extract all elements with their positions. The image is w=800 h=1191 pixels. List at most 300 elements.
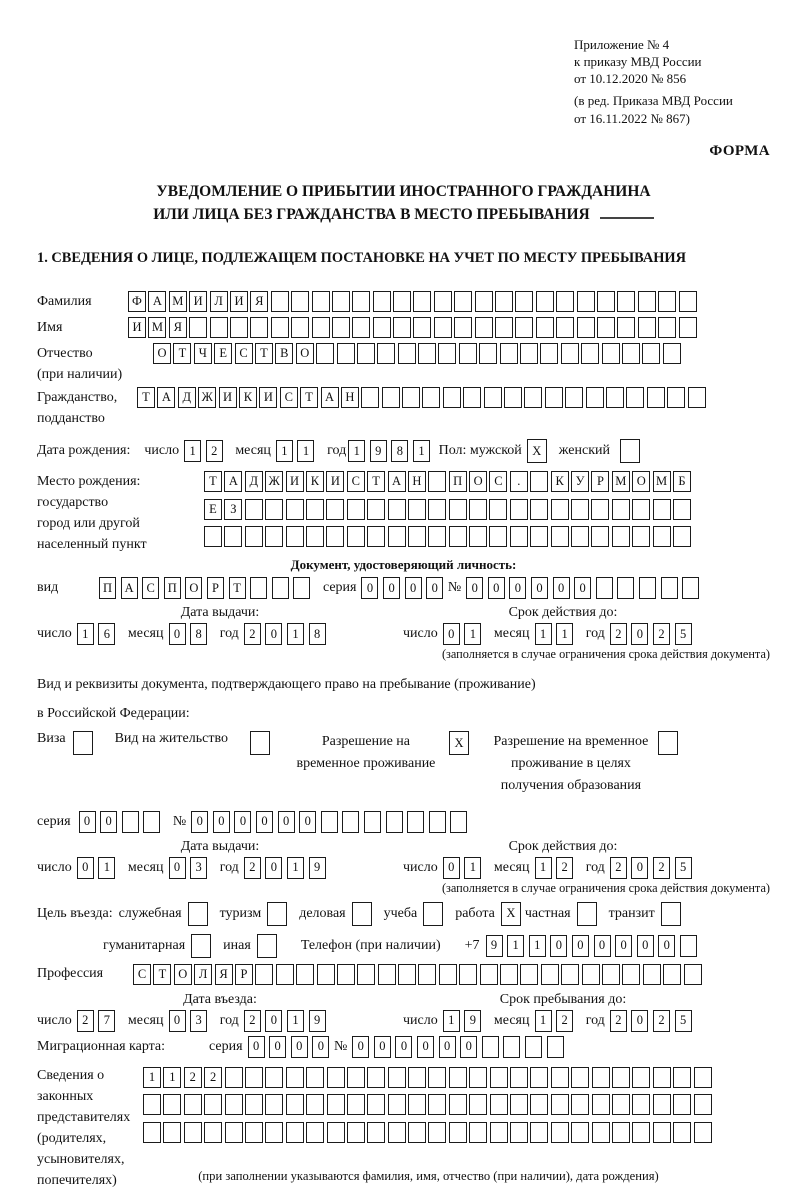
char-cell[interactable] xyxy=(561,964,579,985)
char-cell[interactable] xyxy=(617,291,635,312)
char-cell[interactable]: 0 xyxy=(79,811,96,833)
char-cell[interactable]: 0 xyxy=(631,857,648,879)
char-cell[interactable] xyxy=(469,1067,487,1088)
char-cell[interactable]: 0 xyxy=(234,811,251,833)
char-cell[interactable] xyxy=(459,964,477,985)
char-cell[interactable] xyxy=(571,499,589,520)
migration-series-input[interactable] xyxy=(248,1036,334,1058)
char-cell[interactable]: С xyxy=(235,343,253,364)
char-cell[interactable] xyxy=(622,964,640,985)
char-cell[interactable] xyxy=(230,317,248,338)
char-cell[interactable] xyxy=(597,291,615,312)
char-cell[interactable]: Я xyxy=(169,317,187,338)
char-cell[interactable]: 5 xyxy=(675,857,692,879)
char-cell[interactable] xyxy=(449,526,467,547)
char-cell[interactable]: 2 xyxy=(184,1067,202,1088)
doc-valid-day[interactable] xyxy=(443,623,486,645)
visa-checkbox[interactable] xyxy=(73,731,93,755)
char-cell[interactable] xyxy=(653,499,671,520)
profession-input[interactable] xyxy=(133,964,704,985)
char-cell[interactable]: 0 xyxy=(278,811,295,833)
char-cell[interactable] xyxy=(551,1122,569,1143)
char-cell[interactable] xyxy=(332,291,350,312)
char-cell[interactable] xyxy=(682,577,699,599)
entry-day[interactable] xyxy=(77,1010,120,1032)
char-cell[interactable] xyxy=(658,317,676,338)
char-cell[interactable] xyxy=(482,1036,499,1058)
char-cell[interactable] xyxy=(408,1122,426,1143)
char-cell[interactable]: 0 xyxy=(631,1010,648,1032)
char-cell[interactable] xyxy=(271,291,289,312)
doc-type-input[interactable] xyxy=(99,577,315,599)
char-cell[interactable]: 1 xyxy=(184,440,201,462)
entry-year[interactable] xyxy=(244,1010,330,1032)
char-cell[interactable] xyxy=(632,526,650,547)
char-cell[interactable] xyxy=(418,964,436,985)
char-cell[interactable] xyxy=(352,317,370,338)
char-cell[interactable]: 0 xyxy=(443,857,460,879)
char-cell[interactable]: 1 xyxy=(443,1010,460,1032)
char-cell[interactable]: 7 xyxy=(98,1010,115,1032)
char-cell[interactable] xyxy=(551,526,569,547)
char-cell[interactable]: 0 xyxy=(574,577,591,599)
char-cell[interactable]: 1 xyxy=(507,935,524,957)
char-cell[interactable] xyxy=(495,317,513,338)
char-cell[interactable] xyxy=(653,1094,671,1115)
char-cell[interactable] xyxy=(639,577,656,599)
char-cell[interactable] xyxy=(525,1036,542,1058)
char-cell[interactable] xyxy=(515,291,533,312)
char-cell[interactable]: 1 xyxy=(535,623,552,645)
char-cell[interactable]: 3 xyxy=(190,857,207,879)
purpose-private-checkbox[interactable] xyxy=(577,902,597,926)
permit-issue-month[interactable] xyxy=(169,857,212,879)
char-cell[interactable]: 0 xyxy=(352,1036,369,1058)
char-cell[interactable]: 0 xyxy=(531,577,548,599)
char-cell[interactable] xyxy=(469,499,487,520)
char-cell[interactable] xyxy=(551,1094,569,1115)
entry-month[interactable] xyxy=(169,1010,212,1032)
char-cell[interactable] xyxy=(373,317,391,338)
char-cell[interactable] xyxy=(454,317,472,338)
char-cell[interactable]: 0 xyxy=(405,577,422,599)
char-cell[interactable] xyxy=(191,934,211,958)
char-cell[interactable] xyxy=(510,526,528,547)
char-cell[interactable] xyxy=(306,499,324,520)
char-cell[interactable] xyxy=(428,526,446,547)
char-cell[interactable] xyxy=(612,1094,630,1115)
char-cell[interactable] xyxy=(643,964,661,985)
purpose-humanitarian-checkbox[interactable] xyxy=(191,934,211,958)
char-cell[interactable] xyxy=(225,1122,243,1143)
char-cell[interactable]: С xyxy=(347,471,365,492)
char-cell[interactable] xyxy=(257,934,277,958)
char-cell[interactable] xyxy=(423,902,443,926)
char-cell[interactable]: 0 xyxy=(265,857,282,879)
char-cell[interactable] xyxy=(337,964,355,985)
education-residence-checkbox[interactable] xyxy=(658,731,678,755)
char-cell[interactable]: К xyxy=(551,471,569,492)
char-cell[interactable] xyxy=(361,387,379,408)
char-cell[interactable]: А xyxy=(148,291,166,312)
char-cell[interactable]: Н xyxy=(408,471,426,492)
char-cell[interactable] xyxy=(342,811,359,833)
char-cell[interactable] xyxy=(386,811,403,833)
char-cell[interactable] xyxy=(367,1122,385,1143)
char-cell[interactable] xyxy=(632,1067,650,1088)
char-cell[interactable] xyxy=(620,439,640,463)
char-cell[interactable] xyxy=(450,811,467,833)
char-cell[interactable] xyxy=(143,1122,161,1143)
char-cell[interactable]: И xyxy=(230,291,248,312)
char-cell[interactable] xyxy=(638,291,656,312)
char-cell[interactable] xyxy=(612,526,630,547)
char-cell[interactable] xyxy=(250,317,268,338)
char-cell[interactable] xyxy=(312,317,330,338)
char-cell[interactable]: Р xyxy=(207,577,224,599)
char-cell[interactable] xyxy=(413,291,431,312)
char-cell[interactable]: 0 xyxy=(460,1036,477,1058)
char-cell[interactable] xyxy=(352,902,372,926)
char-cell[interactable] xyxy=(265,1122,283,1143)
birth-place-row1[interactable] xyxy=(204,471,693,492)
char-cell[interactable] xyxy=(188,902,208,926)
doc-series-input[interactable] xyxy=(361,577,447,599)
char-cell[interactable]: 0 xyxy=(299,811,316,833)
char-cell[interactable] xyxy=(443,387,461,408)
char-cell[interactable]: Ж xyxy=(265,471,283,492)
char-cell[interactable]: Т xyxy=(204,471,222,492)
char-cell[interactable] xyxy=(367,1067,385,1088)
char-cell[interactable] xyxy=(316,343,334,364)
permit-valid-month[interactable] xyxy=(535,857,578,879)
char-cell[interactable] xyxy=(413,317,431,338)
char-cell[interactable]: 0 xyxy=(631,623,648,645)
char-cell[interactable] xyxy=(272,577,289,599)
char-cell[interactable] xyxy=(439,964,457,985)
doc-valid-year[interactable] xyxy=(610,623,696,645)
char-cell[interactable]: 1 xyxy=(77,623,94,645)
char-cell[interactable] xyxy=(530,471,548,492)
char-cell[interactable] xyxy=(500,343,518,364)
char-cell[interactable] xyxy=(265,1067,283,1088)
char-cell[interactable]: 2 xyxy=(610,623,627,645)
sex-female-checkbox[interactable] xyxy=(620,439,640,463)
char-cell[interactable] xyxy=(530,1094,548,1115)
char-cell[interactable] xyxy=(224,526,242,547)
permit-series-input[interactable] xyxy=(79,811,165,833)
char-cell[interactable]: П xyxy=(164,577,181,599)
char-cell[interactable] xyxy=(393,291,411,312)
char-cell[interactable] xyxy=(408,1067,426,1088)
char-cell[interactable] xyxy=(163,1122,181,1143)
char-cell[interactable] xyxy=(591,526,609,547)
char-cell[interactable] xyxy=(536,317,554,338)
residence-permit-checkbox[interactable] xyxy=(250,731,270,755)
char-cell[interactable] xyxy=(510,1067,528,1088)
char-cell[interactable] xyxy=(469,1094,487,1115)
char-cell[interactable] xyxy=(612,1122,630,1143)
char-cell[interactable] xyxy=(479,343,497,364)
char-cell[interactable]: 0 xyxy=(291,1036,308,1058)
char-cell[interactable] xyxy=(388,1094,406,1115)
char-cell[interactable]: 8 xyxy=(391,440,408,462)
char-cell[interactable]: Я xyxy=(215,964,233,985)
char-cell[interactable] xyxy=(388,499,406,520)
doc-issue-day[interactable] xyxy=(77,623,120,645)
char-cell[interactable] xyxy=(271,317,289,338)
char-cell[interactable] xyxy=(571,1122,589,1143)
char-cell[interactable]: 0 xyxy=(443,623,460,645)
char-cell[interactable] xyxy=(586,387,604,408)
char-cell[interactable] xyxy=(388,526,406,547)
char-cell[interactable] xyxy=(653,526,671,547)
char-cell[interactable] xyxy=(536,291,554,312)
char-cell[interactable] xyxy=(122,811,139,833)
char-cell[interactable]: Т xyxy=(173,343,191,364)
char-cell[interactable] xyxy=(577,291,595,312)
char-cell[interactable] xyxy=(382,387,400,408)
char-cell[interactable] xyxy=(210,317,228,338)
char-cell[interactable] xyxy=(388,1122,406,1143)
char-cell[interactable] xyxy=(321,811,338,833)
char-cell[interactable] xyxy=(454,291,472,312)
char-cell[interactable] xyxy=(428,1067,446,1088)
char-cell[interactable] xyxy=(418,343,436,364)
char-cell[interactable]: Т xyxy=(137,387,155,408)
char-cell[interactable] xyxy=(306,1122,324,1143)
char-cell[interactable]: 3 xyxy=(190,1010,207,1032)
birth-day-input[interactable] xyxy=(184,440,227,462)
char-cell[interactable] xyxy=(347,526,365,547)
char-cell[interactable] xyxy=(667,387,685,408)
char-cell[interactable] xyxy=(565,387,583,408)
char-cell[interactable] xyxy=(428,1122,446,1143)
char-cell[interactable] xyxy=(265,1094,283,1115)
permit-issue-day[interactable] xyxy=(77,857,120,879)
char-cell[interactable] xyxy=(632,499,650,520)
char-cell[interactable] xyxy=(143,1094,161,1115)
char-cell[interactable]: 1 xyxy=(464,623,481,645)
char-cell[interactable] xyxy=(449,1122,467,1143)
char-cell[interactable] xyxy=(504,387,522,408)
char-cell[interactable] xyxy=(306,1067,324,1088)
stay-month[interactable] xyxy=(535,1010,578,1032)
char-cell[interactable] xyxy=(449,499,467,520)
char-cell[interactable] xyxy=(490,1094,508,1115)
char-cell[interactable]: Ж xyxy=(198,387,216,408)
char-cell[interactable] xyxy=(357,343,375,364)
char-cell[interactable] xyxy=(520,964,538,985)
char-cell[interactable] xyxy=(286,526,304,547)
char-cell[interactable] xyxy=(524,387,542,408)
char-cell[interactable] xyxy=(571,526,589,547)
char-cell[interactable]: 0 xyxy=(191,811,208,833)
purpose-study-checkbox[interactable] xyxy=(423,902,443,926)
char-cell[interactable] xyxy=(291,317,309,338)
char-cell[interactable]: 1 xyxy=(143,1067,161,1088)
char-cell[interactable]: 0 xyxy=(269,1036,286,1058)
char-cell[interactable]: З xyxy=(224,499,242,520)
char-cell[interactable] xyxy=(291,291,309,312)
char-cell[interactable]: 2 xyxy=(556,857,573,879)
char-cell[interactable] xyxy=(658,731,678,755)
char-cell[interactable]: 1 xyxy=(556,623,573,645)
char-cell[interactable]: В xyxy=(275,343,293,364)
char-cell[interactable]: 6 xyxy=(98,623,115,645)
char-cell[interactable] xyxy=(204,1122,222,1143)
char-cell[interactable]: 2 xyxy=(244,1010,261,1032)
char-cell[interactable] xyxy=(296,964,314,985)
char-cell[interactable]: 9 xyxy=(486,935,503,957)
birth-place-row3[interactable] xyxy=(204,526,693,547)
char-cell[interactable]: 2 xyxy=(204,1067,222,1088)
char-cell[interactable]: К xyxy=(306,471,324,492)
representatives-row1[interactable] xyxy=(143,1067,714,1088)
char-cell[interactable] xyxy=(547,1036,564,1058)
char-cell[interactable]: 1 xyxy=(287,1010,304,1032)
char-cell[interactable] xyxy=(602,964,620,985)
char-cell[interactable] xyxy=(428,471,446,492)
char-cell[interactable]: 0 xyxy=(383,577,400,599)
char-cell[interactable] xyxy=(163,1094,181,1115)
doc-issue-month[interactable] xyxy=(169,623,212,645)
char-cell[interactable] xyxy=(515,317,533,338)
char-cell[interactable]: 2 xyxy=(610,1010,627,1032)
char-cell[interactable] xyxy=(449,1094,467,1115)
char-cell[interactable]: 2 xyxy=(556,1010,573,1032)
char-cell[interactable]: 0 xyxy=(572,935,589,957)
stay-day[interactable] xyxy=(443,1010,486,1032)
char-cell[interactable] xyxy=(286,1067,304,1088)
char-cell[interactable] xyxy=(357,964,375,985)
char-cell[interactable] xyxy=(663,964,681,985)
char-cell[interactable]: Л xyxy=(210,291,228,312)
char-cell[interactable] xyxy=(245,499,263,520)
char-cell[interactable]: 0 xyxy=(213,811,230,833)
char-cell[interactable]: О xyxy=(469,471,487,492)
char-cell[interactable]: Я xyxy=(250,291,268,312)
char-cell[interactable] xyxy=(250,731,270,755)
char-cell[interactable] xyxy=(592,1067,610,1088)
char-cell[interactable] xyxy=(428,499,446,520)
birth-year-input[interactable] xyxy=(348,440,434,462)
citizenship-input[interactable] xyxy=(137,387,708,408)
char-cell[interactable] xyxy=(658,291,676,312)
char-cell[interactable] xyxy=(267,902,287,926)
char-cell[interactable]: 9 xyxy=(309,1010,326,1032)
char-cell[interactable]: М xyxy=(148,317,166,338)
char-cell[interactable]: 0 xyxy=(395,1036,412,1058)
char-cell[interactable] xyxy=(367,1094,385,1115)
char-cell[interactable] xyxy=(551,1067,569,1088)
char-cell[interactable] xyxy=(661,902,681,926)
char-cell[interactable] xyxy=(694,1094,712,1115)
char-cell[interactable]: Т xyxy=(153,964,171,985)
char-cell[interactable] xyxy=(255,964,273,985)
char-cell[interactable] xyxy=(520,343,538,364)
char-cell[interactable]: А xyxy=(157,387,175,408)
char-cell[interactable]: А xyxy=(321,387,339,408)
char-cell[interactable] xyxy=(337,343,355,364)
char-cell[interactable]: 0 xyxy=(439,1036,456,1058)
char-cell[interactable] xyxy=(490,1067,508,1088)
char-cell[interactable]: Л xyxy=(194,964,212,985)
char-cell[interactable]: 0 xyxy=(265,623,282,645)
permit-number-input[interactable] xyxy=(191,811,472,833)
char-cell[interactable] xyxy=(347,499,365,520)
char-cell[interactable]: Д xyxy=(178,387,196,408)
char-cell[interactable]: Т xyxy=(367,471,385,492)
char-cell[interactable]: 2 xyxy=(244,857,261,879)
char-cell[interactable] xyxy=(347,1094,365,1115)
char-cell[interactable] xyxy=(184,1122,202,1143)
char-cell[interactable] xyxy=(606,387,624,408)
char-cell[interactable] xyxy=(684,964,702,985)
char-cell[interactable]: 2 xyxy=(610,857,627,879)
char-cell[interactable]: С xyxy=(280,387,298,408)
char-cell[interactable] xyxy=(495,291,513,312)
char-cell[interactable] xyxy=(622,343,640,364)
char-cell[interactable] xyxy=(317,964,335,985)
char-cell[interactable] xyxy=(434,317,452,338)
char-cell[interactable]: И xyxy=(219,387,237,408)
char-cell[interactable] xyxy=(632,1094,650,1115)
char-cell[interactable] xyxy=(407,811,424,833)
char-cell[interactable]: И xyxy=(189,291,207,312)
char-cell[interactable] xyxy=(398,343,416,364)
permit-valid-year[interactable] xyxy=(610,857,696,879)
char-cell[interactable]: 1 xyxy=(287,857,304,879)
char-cell[interactable] xyxy=(286,499,304,520)
char-cell[interactable]: И xyxy=(128,317,146,338)
char-cell[interactable] xyxy=(377,343,395,364)
char-cell[interactable]: 0 xyxy=(169,857,186,879)
char-cell[interactable]: Е xyxy=(214,343,232,364)
char-cell[interactable] xyxy=(489,499,507,520)
char-cell[interactable]: 0 xyxy=(100,811,117,833)
char-cell[interactable] xyxy=(582,964,600,985)
char-cell[interactable]: 1 xyxy=(529,935,546,957)
char-cell[interactable] xyxy=(591,499,609,520)
char-cell[interactable] xyxy=(245,1067,263,1088)
char-cell[interactable]: 0 xyxy=(77,857,94,879)
char-cell[interactable]: М xyxy=(612,471,630,492)
char-cell[interactable] xyxy=(484,387,502,408)
char-cell[interactable] xyxy=(225,1094,243,1115)
char-cell[interactable] xyxy=(503,1036,520,1058)
char-cell[interactable]: 2 xyxy=(77,1010,94,1032)
char-cell[interactable] xyxy=(398,964,416,985)
char-cell[interactable]: 1 xyxy=(464,857,481,879)
char-cell[interactable] xyxy=(245,526,263,547)
char-cell[interactable]: А xyxy=(388,471,406,492)
purpose-work-checkbox[interactable] xyxy=(501,902,521,926)
char-cell[interactable]: М xyxy=(169,291,187,312)
char-cell[interactable]: А xyxy=(121,577,138,599)
char-cell[interactable] xyxy=(480,964,498,985)
char-cell[interactable]: 1 xyxy=(163,1067,181,1088)
char-cell[interactable]: X xyxy=(501,902,521,926)
permit-valid-day[interactable] xyxy=(443,857,486,879)
birth-place-row2[interactable] xyxy=(204,499,693,520)
char-cell[interactable]: 2 xyxy=(653,1010,670,1032)
char-cell[interactable] xyxy=(663,343,681,364)
char-cell[interactable]: 1 xyxy=(348,440,365,462)
char-cell[interactable]: 0 xyxy=(550,935,567,957)
char-cell[interactable] xyxy=(352,291,370,312)
stay-year[interactable] xyxy=(610,1010,696,1032)
